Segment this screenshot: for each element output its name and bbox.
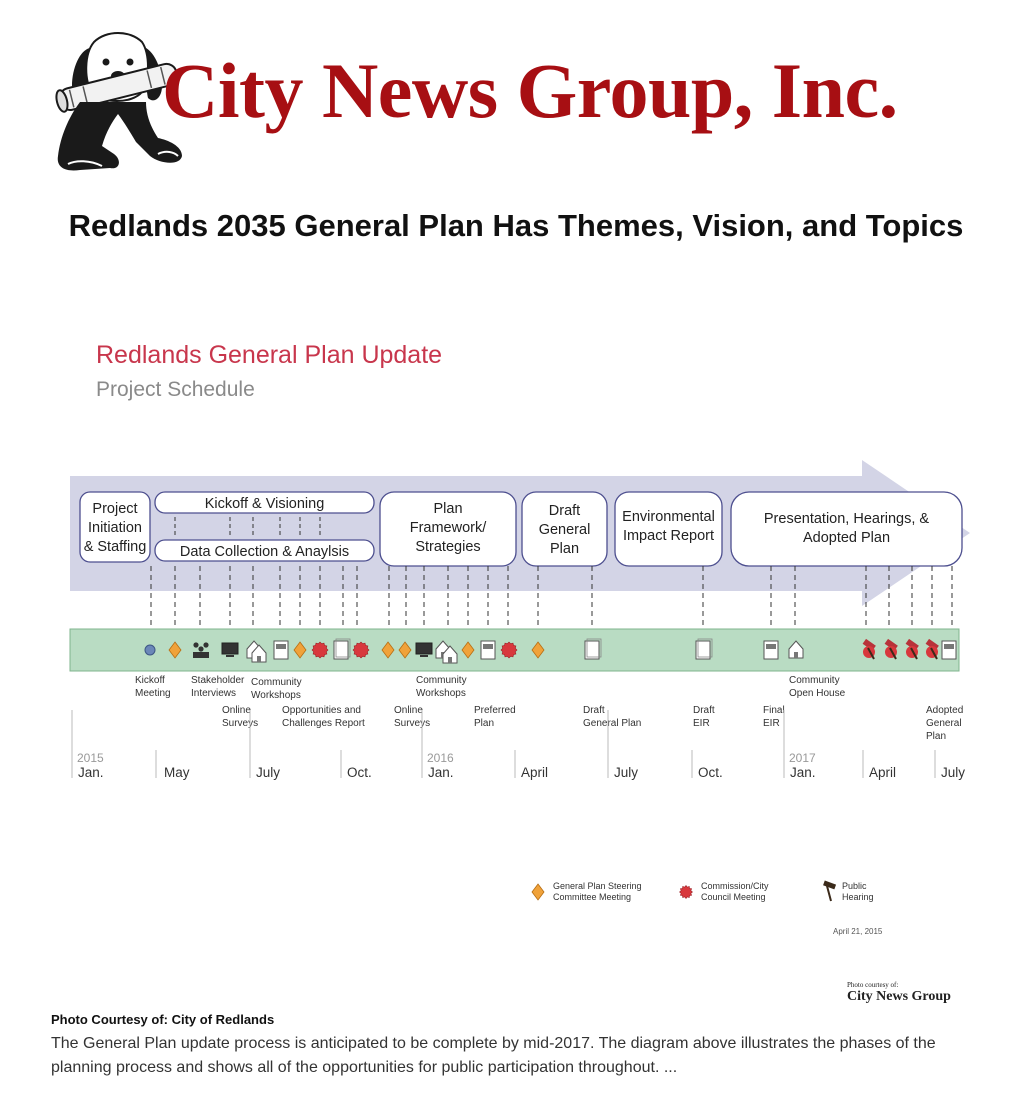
milestone-label: Opportunities and Challenges Report — [282, 705, 365, 729]
legend-gavel-icon — [823, 881, 836, 890]
timeline-month: July — [256, 765, 281, 780]
milestone-label: Community Workshops — [251, 677, 302, 701]
building-icon — [794, 652, 798, 658]
phase-box-adoption — [731, 492, 962, 566]
brand-name[interactable]: City News Group, Inc. — [162, 47, 898, 134]
phase-label-adoption: Presentation, Hearings, & Adopted Plan — [763, 511, 930, 546]
legend-label: General Plan Steering Committee Meeting — [553, 881, 642, 902]
timeline-year: 2017 — [789, 751, 816, 765]
diagram-title: Redlands General Plan Update — [96, 341, 443, 369]
phase-label-kickoff: Kickoff & Visioning — [204, 496, 325, 512]
phase-label-framework: Plan Framework/ Strategies — [409, 501, 487, 555]
article-body: The General Plan update process is anticipated to be complete by mid-2017. The diagram above illustrates the phases of the planning process and shows all of the opportunities for public participation throughout. ... — [51, 1035, 936, 1076]
diagram-subtitle: Project Schedule — [96, 378, 255, 401]
computer-icon — [416, 643, 432, 654]
people-icon — [198, 646, 203, 651]
timeline-month: April — [869, 765, 897, 780]
timeline-year: 2016 — [427, 751, 454, 765]
timeline-month: Jan. — [428, 765, 454, 780]
people-icon — [193, 652, 209, 658]
courtesy-stamp — [847, 981, 982, 1005]
legend-gavel-icon — [827, 886, 831, 901]
legend — [532, 881, 874, 902]
computer-icon — [420, 655, 428, 657]
diagram-date: April 21, 2015 — [833, 927, 883, 936]
timeline-month: Jan. — [78, 765, 104, 780]
plan-document-icon — [942, 641, 956, 659]
timeline-month: May — [164, 765, 190, 780]
building-icon — [448, 657, 452, 663]
plan-document-icon — [944, 644, 954, 649]
building-icon — [257, 656, 261, 662]
milestone-label: Community Workshops — [416, 675, 467, 699]
phase-label-eir: Environmental Impact Report — [622, 509, 715, 544]
kickoff-dot-icon — [145, 645, 155, 655]
courtesy-brand: City News Group — [847, 989, 951, 1004]
timeline-month: Oct. — [347, 765, 372, 780]
milestone-label: Adopted General Plan — [926, 705, 964, 742]
courtesy-small: Photo courtesy of: — [847, 981, 899, 989]
plan-document-icon — [766, 644, 776, 649]
legend-label: Public Hearing — [842, 881, 874, 902]
milestone-label: Preferred Plan — [474, 705, 516, 729]
plan-document-icon — [481, 641, 495, 659]
computer-icon — [222, 643, 238, 654]
computer-icon — [226, 655, 234, 657]
phase-label-draft: Draft General Plan — [538, 503, 591, 557]
milestone-label: Draft EIR — [693, 705, 715, 729]
plan-document-icon — [276, 644, 286, 649]
timeline-month: July — [941, 765, 966, 780]
schedule-diagram-svg — [60, 330, 980, 950]
legend-label: Commission/City Council Meeting — [701, 881, 769, 902]
plan-document-icon — [274, 641, 288, 659]
legend-seal-icon — [680, 886, 693, 899]
phase-label-initiation: Project Initiation & Staffing — [83, 501, 147, 555]
milestone-label: Stakeholder Interviews — [191, 675, 245, 699]
people-icon — [193, 642, 198, 647]
milestone-label: Final EIR — [763, 705, 785, 729]
milestone-label: Kickoff Meeting — [135, 675, 171, 699]
timeline-month: Oct. — [698, 765, 723, 780]
schedule-diagram — [60, 330, 980, 950]
timeline-month: April — [521, 765, 549, 780]
article-headline: Redlands 2035 General Plan Has Themes, Vision, and Topics — [68, 208, 964, 243]
milestone-label: Community Open House — [789, 675, 846, 699]
timeline-month: Jan. — [790, 765, 816, 780]
plan-document-icon — [483, 644, 493, 649]
milestone-label: Draft General Plan — [583, 705, 642, 729]
timeline-month: July — [614, 765, 639, 780]
legend-diamond-icon — [532, 884, 544, 900]
milestone-labels — [135, 675, 963, 742]
phase-label-data: Data Collection & Anaylsis — [179, 544, 350, 560]
milestone-label: Online Surveys — [222, 705, 259, 729]
photo-credit: Photo Courtesy of: City of Redlands — [51, 1012, 275, 1027]
plan-document-icon — [764, 641, 778, 659]
timeline-year: 2015 — [77, 751, 104, 765]
milestone-label: Online Surveys — [394, 705, 431, 729]
people-icon — [203, 642, 208, 647]
timeline — [72, 710, 965, 780]
masthead — [50, 28, 980, 176]
